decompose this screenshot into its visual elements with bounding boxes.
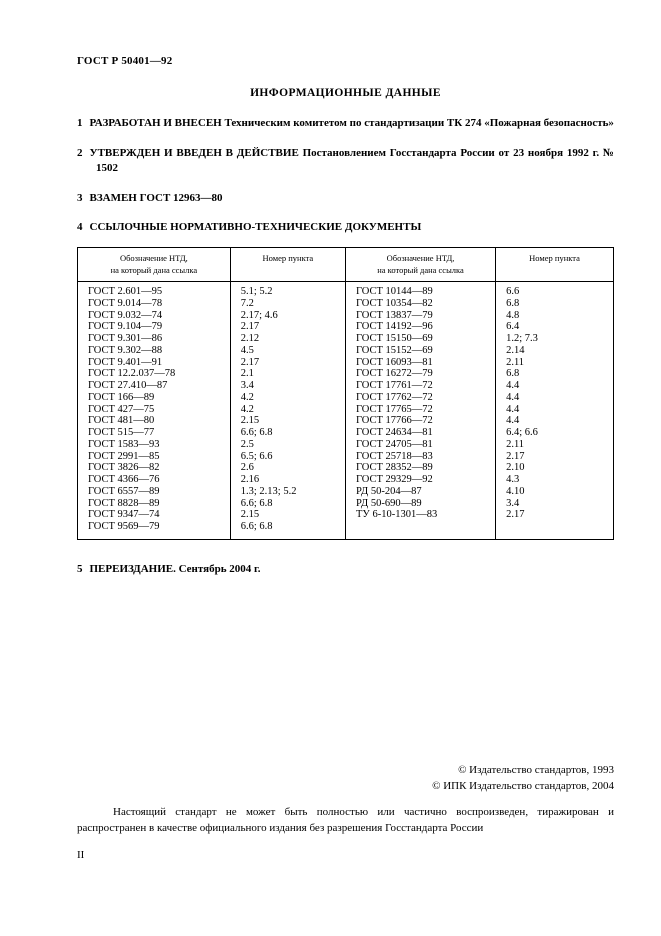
ntd-cell: ГОСТ 16272—79 [345,368,495,380]
ntd-cell: ТУ 6-10-1301—83 [345,509,495,521]
ntd-cell: ГОСТ 13837—79 [345,310,495,322]
ntd-cell: ГОСТ 17765—72 [345,404,495,416]
punkt-cell: 4.2 [230,392,345,404]
punkt-cell: 6.8 [496,298,614,310]
punkt-cell: 2.17 [230,357,345,369]
copyright-block [432,763,614,795]
ntd-cell: ГОСТ 29329—92 [345,474,495,486]
item-text: ПЕРЕИЗДАНИЕ. Сентябрь 2004 г. [89,562,261,575]
references-table-body [78,282,614,540]
punkt-cell: 6.6; 6.8 [230,521,345,539]
punkt-cell: 2.10 [496,462,614,474]
punkt-cell: 4.8 [496,310,614,322]
item-replaces [77,191,614,206]
table-row [78,439,614,451]
ntd-cell: ГОСТ 24705—81 [345,439,495,451]
table-row [78,333,614,345]
table-row [78,486,614,498]
item-developed [77,116,614,131]
punkt-cell: 5.1; 5.2 [230,282,345,298]
punkt-cell: 2.17 [230,321,345,333]
item-number: 5 [77,562,83,575]
table-row [78,509,614,521]
table-row [78,368,614,380]
ntd-cell: ГОСТ 9347—74 [78,509,231,521]
doc-number: ГОСТ Р 50401—92 [77,55,173,67]
punkt-cell: 2.16 [230,474,345,486]
copyright-line-2004: © ИПК Издательство стандартов, 2004 [432,779,614,792]
ntd-cell: ГОСТ 25718—83 [345,451,495,463]
punkt-cell: 7.2 [230,298,345,310]
ntd-cell [345,521,495,539]
punkt-cell: 6.6 [496,282,614,298]
punkt-cell: 6.4; 6.6 [496,427,614,439]
ntd-cell: ГОСТ 481—80 [78,415,231,427]
table-row [78,451,614,463]
header-ntd-right [345,248,495,282]
ntd-cell: РД 50-204—87 [345,486,495,498]
item-number: 2 [77,146,83,159]
table-row [78,380,614,392]
ntd-cell: ГОСТ 10354—82 [345,298,495,310]
punkt-cell: 4.2 [230,404,345,416]
page-number: II [77,849,85,861]
header-ntd-line1: Обозначение НТД, [386,253,455,264]
header-ntd-line2: на который дана ссылка [110,265,198,276]
punkt-cell: 4.5 [230,345,345,357]
table-row [78,474,614,486]
ntd-cell: ГОСТ 17762—72 [345,392,495,404]
ntd-cell: ГОСТ 17766—72 [345,415,495,427]
punkt-cell: 2.12 [230,333,345,345]
table-row [78,345,614,357]
header-ntd-line1: Обозначение НТД, [119,253,188,264]
ntd-cell: ГОСТ 16093—81 [345,357,495,369]
punkt-cell: 1.2; 7.3 [496,333,614,345]
punkt-cell: 3.4 [230,380,345,392]
ntd-cell: ГОСТ 2.601—95 [78,282,231,298]
ntd-cell: ГОСТ 17761—72 [345,380,495,392]
page-title: ИНФОРМАЦИОННЫЕ ДАННЫЕ [250,87,441,99]
ntd-cell: ГОСТ 9.014—78 [78,298,231,310]
header-punkt-right: Номер пункта [496,248,614,282]
ntd-cell: ГОСТ 9569—79 [78,521,231,539]
punkt-cell: 6.4 [496,321,614,333]
references-table [77,247,614,540]
item-text: РАЗРАБОТАН И ВНЕСЕН Техническим комитетом по стандартизации ТК 274 «Пожарная безопасность» [89,117,614,129]
ntd-cell: ГОСТ 1583—93 [78,439,231,451]
punkt-cell: 4.4 [496,380,614,392]
table-header-row [78,248,614,282]
item-text: ВЗАМЕН ГОСТ 12963—80 [89,191,223,204]
punkt-cell: 4.4 [496,415,614,427]
ntd-cell: ГОСТ 515—77 [78,427,231,439]
punkt-cell: 2.15 [230,509,345,521]
ntd-cell: ГОСТ 9.301—86 [78,333,231,345]
table-row [78,462,614,474]
item-number: 1 [77,117,83,129]
ntd-cell: ГОСТ 14192—96 [345,321,495,333]
punkt-cell [496,521,614,539]
punkt-cell: 4.4 [496,404,614,416]
ntd-cell: ГОСТ 6557—89 [78,486,231,498]
reproduction-notice: Настоящий стандарт не может быть полностью или частично воспроизведен, тиражирован и распространен в качестве официального издания без разрешения Госстандарта России [77,806,614,834]
punkt-cell: 4.10 [496,486,614,498]
item-number: 4 [77,221,83,234]
ntd-cell: ГОСТ 15152—69 [345,345,495,357]
punkt-cell: 6.8 [496,368,614,380]
table-row [78,310,614,322]
ntd-cell: ГОСТ 9.401—91 [78,357,231,369]
punkt-cell: 3.4 [496,498,614,510]
header-ntd-line2: на который дана ссылка [377,265,464,276]
ntd-cell: ГОСТ 427—75 [78,404,231,416]
punkt-cell: 2.17; 4.6 [230,310,345,322]
punkt-cell: 4.3 [496,474,614,486]
copyright-line-1993: © Издательство стандартов, 1993 [458,764,614,776]
item-references-heading [77,220,614,235]
ntd-cell: ГОСТ 27.410—87 [78,380,231,392]
ntd-cell: ГОСТ 3826—82 [78,462,231,474]
table-row [78,321,614,333]
punkt-cell: 2.14 [496,345,614,357]
ntd-cell: ГОСТ 24634—81 [345,427,495,439]
ntd-cell: ГОСТ 28352—89 [345,462,495,474]
punkt-cell: 2.15 [230,415,345,427]
punkt-cell: 6.6; 6.8 [230,427,345,439]
punkt-cell: 2.6 [230,462,345,474]
ntd-cell: ГОСТ 8828—89 [78,498,231,510]
ntd-cell: ГОСТ 15150—69 [345,333,495,345]
header-punkt-left: Номер пункта [230,248,345,282]
table-row [78,498,614,510]
punkt-cell: 2.17 [496,451,614,463]
punkt-cell: 6.6; 6.8 [230,498,345,510]
ntd-cell: ГОСТ 9.302—88 [78,345,231,357]
table-row [78,404,614,416]
ntd-cell: РД 50-690—89 [345,498,495,510]
ntd-cell: ГОСТ 2991—85 [78,451,231,463]
punkt-cell: 2.1 [230,368,345,380]
table-row [78,357,614,369]
item-approved [77,146,614,176]
ntd-cell: ГОСТ 10144—89 [345,282,495,298]
table-row [78,427,614,439]
table-row [78,282,614,298]
table-row [78,392,614,404]
ntd-cell: ГОСТ 4366—76 [78,474,231,486]
item-text: ССЫЛОЧНЫЕ НОРМАТИВНО-ТЕХНИЧЕСКИЕ ДОКУМЕНТЫ [89,221,422,234]
item-number: 3 [77,191,83,204]
punkt-cell: 2.17 [496,509,614,521]
item-text: УТВЕРЖДЕН И ВВЕДЕН В ДЕЙСТВИЕ Постановлением Госстандарта России от 23 ноября 1992 г. № 1502 [89,146,614,174]
table-row [78,415,614,427]
punkt-cell: 1.3; 2.13; 5.2 [230,486,345,498]
table-row [78,298,614,310]
table-row [78,521,614,539]
item-reissue [77,562,614,577]
punkt-cell: 2.5 [230,439,345,451]
ntd-cell: ГОСТ 9.032—74 [78,310,231,322]
header-ntd-left [78,248,231,282]
punkt-cell: 4.4 [496,392,614,404]
punkt-cell: 2.11 [496,357,614,369]
ntd-cell: ГОСТ 166—89 [78,392,231,404]
ntd-cell: ГОСТ 9.104—79 [78,321,231,333]
punkt-cell: 2.11 [496,439,614,451]
punkt-cell: 6.5; 6.6 [230,451,345,463]
ntd-cell: ГОСТ 12.2.037—78 [78,368,231,380]
